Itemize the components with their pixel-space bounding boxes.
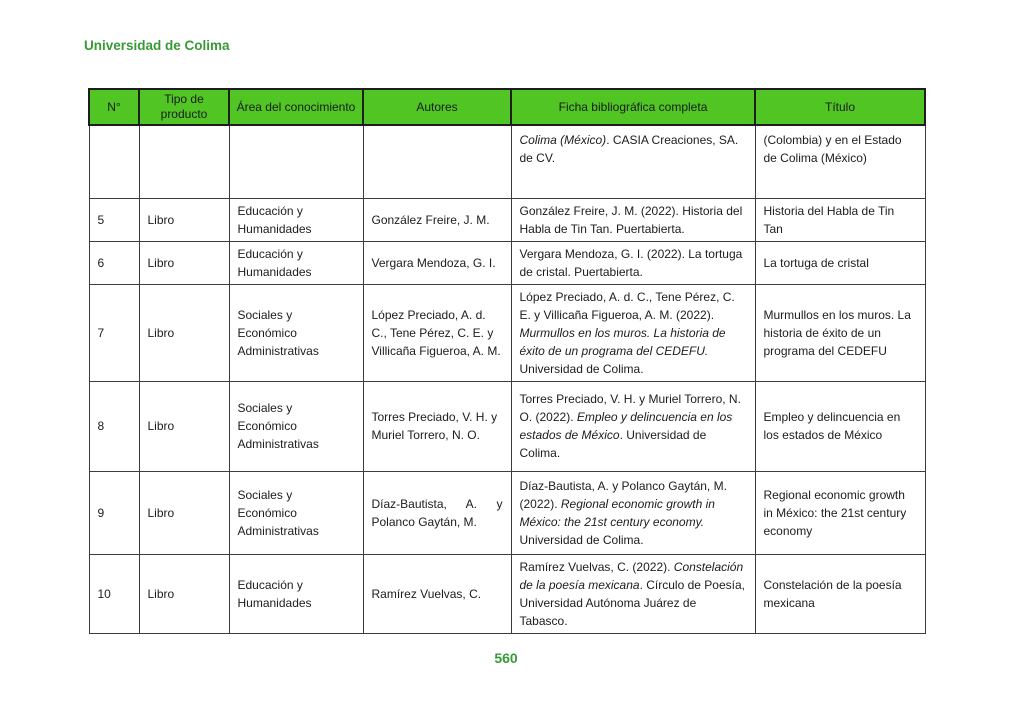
ficha-text: Torres Preciado, V. H. y Muriel Torrero, N. O. (2022). — [519, 392, 741, 424]
table-body — [89, 125, 925, 633]
cell-autores: Díaz-Bautista, A. y Polanco Gaytán, M. — [363, 471, 511, 554]
bibliography-table — [88, 88, 926, 634]
org-heading: Universidad de Colima — [84, 38, 230, 53]
ficha-title-italic: Empleo y delincuencia en los estados de México — [519, 410, 733, 442]
cell-tipo-producto — [139, 125, 229, 198]
cell-tipo-producto: Libro — [139, 284, 229, 381]
cell-titulo: Constelación de la poesía mexicana — [755, 554, 925, 633]
header-cell-autores: Autores — [363, 89, 511, 125]
ficha-title-italic: Colima (México) — [519, 133, 607, 147]
table-row — [89, 125, 925, 198]
cell-ficha-bibliografica — [511, 125, 755, 198]
cell-titulo: La tortuga de cristal — [755, 241, 925, 284]
cell-ficha-bibliografica — [511, 241, 755, 284]
cell-titulo: Historia del Habla de Tin Tan — [755, 198, 925, 241]
cell-numero: 5 — [89, 198, 139, 241]
table-row — [89, 554, 925, 633]
cell-autores — [363, 125, 511, 198]
cell-numero: 10 — [89, 554, 139, 633]
cell-area-conocimiento: Sociales y Económico Administrativas — [229, 284, 363, 381]
cell-titulo: Empleo y delincuencia en los estados de México — [755, 381, 925, 471]
cell-area-conocimiento: Educación y Humanidades — [229, 241, 363, 284]
cell-tipo-producto: Libro — [139, 554, 229, 633]
cell-tipo-producto: Libro — [139, 198, 229, 241]
ficha-text: López Preciado, A. d. C., Tene Pérez, C. E. y Villicaña Figueroa, A. M. (2022). — [519, 289, 735, 322]
cell-area-conocimiento: Sociales y Económico Administrativas — [229, 381, 363, 471]
cell-ficha-bibliografica — [511, 198, 755, 241]
cell-autores: González Freire, J. M. — [363, 198, 511, 241]
header-cell-tipo-producto: Tipo de producto — [139, 89, 229, 125]
cell-numero: 6 — [89, 241, 139, 284]
cell-titulo: Regional economic growth in México: the 21st century economy — [755, 471, 925, 554]
cell-tipo-producto: Libro — [139, 471, 229, 554]
cell-numero: 7 — [89, 284, 139, 381]
ficha-text: Universidad de Colima. — [519, 361, 644, 376]
cell-area-conocimiento: Sociales y Económico Administrativas — [229, 471, 363, 554]
ficha-text: Universidad de Colima. — [519, 532, 644, 547]
cell-numero: 9 — [89, 471, 139, 554]
ficha-text: . Círculo de Poesía, Universidad Autónoma Juárez de Tabasco. — [519, 577, 745, 628]
ficha-text: . Universidad de Colima. — [519, 428, 707, 460]
cell-ficha-bibliografica — [511, 284, 755, 381]
table-row — [89, 381, 925, 471]
ficha-text: Díaz-Bautista, A. y Polanco Gaytán, M. (2022). — [519, 478, 727, 511]
ficha-title-italic: Constelación de la poesía mexicana — [519, 559, 744, 592]
header-cell-area-conocimiento: Área del conocimiento — [229, 89, 363, 125]
header-cell-ficha-bibliografica: Ficha bibliográfica completa — [511, 89, 755, 125]
table-row — [89, 284, 925, 381]
cell-autores: Vergara Mendoza, G. I. — [363, 241, 511, 284]
cell-titulo: (Colombia) y en el Estado de Colima (México) — [755, 125, 925, 198]
ficha-text: Vergara Mendoza, G. I. (2022). La tortuga de cristal. Puertabierta. — [519, 246, 743, 279]
page-number: 560 — [494, 650, 518, 666]
table-row — [89, 471, 925, 554]
ficha-title-italic: Regional economic growth in México: the 21st century economy. — [519, 496, 715, 529]
cell-area-conocimiento: Educación y Humanidades — [229, 198, 363, 241]
ficha-title-italic: Murmullos en los muros. La historia de éxito de un programa del CEDEFU. — [519, 325, 726, 358]
header-cell-titulo: Título — [755, 89, 925, 125]
table-header — [89, 89, 925, 125]
cell-tipo-producto: Libro — [139, 241, 229, 284]
ficha-text: . CASIA Creaciones, SA. de CV. — [519, 133, 739, 165]
cell-autores: Torres Preciado, V. H. y Muriel Torrero, N. O. — [363, 381, 511, 471]
table-header-row — [89, 89, 925, 125]
table-row — [89, 241, 925, 284]
cell-autores: Ramírez Vuelvas, C. — [363, 554, 511, 633]
cell-area-conocimiento — [229, 125, 363, 198]
table-row — [89, 198, 925, 241]
cell-numero: 8 — [89, 381, 139, 471]
ficha-text: González Freire, J. M. (2022). Historia del Habla de Tin Tan. Puertabierta. — [519, 203, 743, 236]
cell-area-conocimiento: Educación y Humanidades — [229, 554, 363, 633]
cell-numero — [89, 125, 139, 198]
header-cell-numero: N° — [89, 89, 139, 125]
cell-ficha-bibliografica — [511, 554, 755, 633]
cell-tipo-producto: Libro — [139, 381, 229, 471]
ficha-text: Ramírez Vuelvas, C. (2022). — [519, 559, 674, 574]
cell-ficha-bibliografica — [511, 381, 755, 471]
cell-ficha-bibliografica — [511, 471, 755, 554]
cell-autores: López Preciado, A. d. C., Tene Pérez, C. E. y Villicaña Figueroa, A. M. — [363, 284, 511, 381]
cell-titulo: Murmullos en los muros. La historia de éxito de un programa del CEDEFU — [755, 284, 925, 381]
